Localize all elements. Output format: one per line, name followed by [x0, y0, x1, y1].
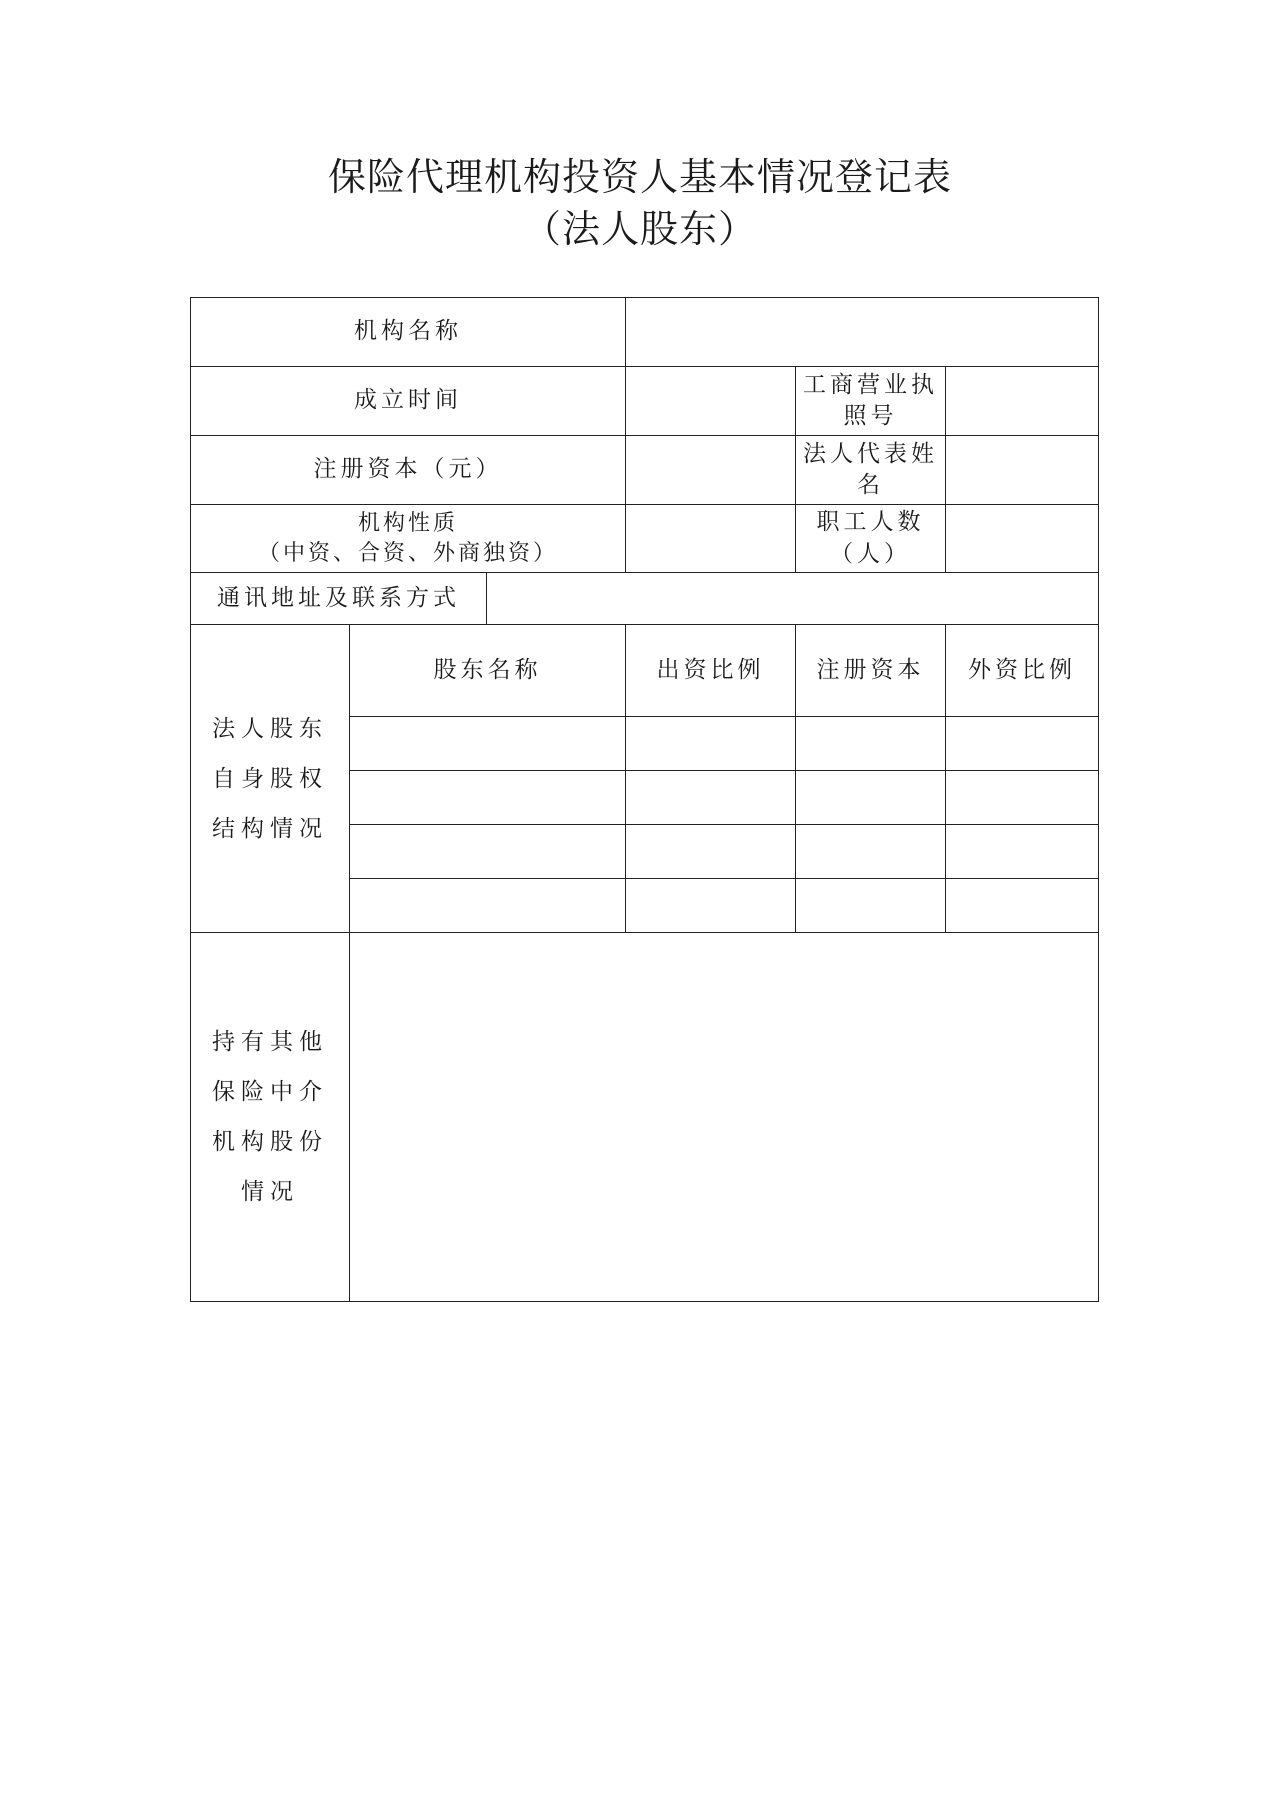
equity-header-contribution-ratio: 出资比例 [626, 625, 796, 717]
equity-cell-foreign-ratio[interactable] [946, 771, 1099, 825]
org-nature-label-line2: （中资、合资、外商独资） [258, 540, 559, 566]
equity-section-label [191, 625, 350, 933]
equity-header-row [191, 625, 1099, 717]
equity-cell-contribution-ratio[interactable] [626, 825, 796, 879]
row-founded [191, 367, 1099, 436]
equity-cell-foreign-ratio[interactable] [946, 717, 1099, 771]
address-field[interactable] [487, 573, 1099, 625]
equity-cell-registered-capital[interactable] [796, 879, 946, 933]
registered-capital-label: 注册资本（元） [191, 436, 626, 505]
other-holdings-label-text: 持有其他保险中介机构股份情况 [212, 1029, 328, 1205]
row-registered-capital [191, 436, 1099, 505]
founded-field[interactable] [626, 367, 796, 436]
org-nature-label [191, 505, 626, 573]
equity-cell-registered-capital[interactable] [796, 717, 946, 771]
org-nature-field[interactable] [626, 505, 796, 573]
document-subtitle: （法人股东） [522, 207, 757, 251]
legal-rep-field[interactable] [946, 436, 1099, 505]
document-title: 保险代理机构投资人基本情况登记表 [327, 155, 952, 199]
equity-section-label-text: 法人股东自身股权结构情况 [212, 715, 328, 842]
equity-cell-contribution-ratio[interactable] [626, 771, 796, 825]
registered-capital-field[interactable] [626, 436, 796, 505]
equity-cell-contribution-ratio[interactable] [626, 879, 796, 933]
license-field[interactable] [946, 367, 1099, 436]
other-holdings-label [191, 933, 350, 1302]
equity-cell-foreign-ratio[interactable] [946, 879, 1099, 933]
row-address [191, 573, 1099, 625]
equity-header-shareholder-name: 股东名称 [350, 625, 626, 717]
equity-cell-shareholder-name[interactable] [350, 717, 626, 771]
equity-cell-contribution-ratio[interactable] [626, 717, 796, 771]
row-other-holdings [191, 933, 1099, 1302]
org-nature-label-line1: 机构性质 [358, 510, 459, 536]
equity-header-foreign-ratio: 外资比例 [946, 625, 1099, 717]
equity-cell-registered-capital[interactable] [796, 771, 946, 825]
equity-header-registered-capital: 注册资本 [796, 625, 946, 717]
equity-cell-shareholder-name[interactable] [350, 825, 626, 879]
other-holdings-field[interactable] [350, 933, 1099, 1302]
row-org-nature [191, 505, 1099, 573]
registration-form-table [190, 297, 1099, 1302]
legal-rep-label: 法人代表姓名 [796, 436, 946, 505]
founded-label: 成立时间 [191, 367, 626, 436]
org-name-label: 机构名称 [191, 298, 626, 367]
license-label: 工商营业执照号 [796, 367, 946, 436]
employees-label: 职工人数（人） [796, 505, 946, 573]
equity-cell-shareholder-name[interactable] [350, 771, 626, 825]
equity-cell-shareholder-name[interactable] [350, 879, 626, 933]
equity-cell-registered-capital[interactable] [796, 825, 946, 879]
address-label: 通讯地址及联系方式 [191, 573, 487, 625]
employees-field[interactable] [946, 505, 1099, 573]
org-name-field[interactable] [626, 298, 1099, 367]
row-org-name [191, 298, 1099, 367]
equity-cell-foreign-ratio[interactable] [946, 825, 1099, 879]
